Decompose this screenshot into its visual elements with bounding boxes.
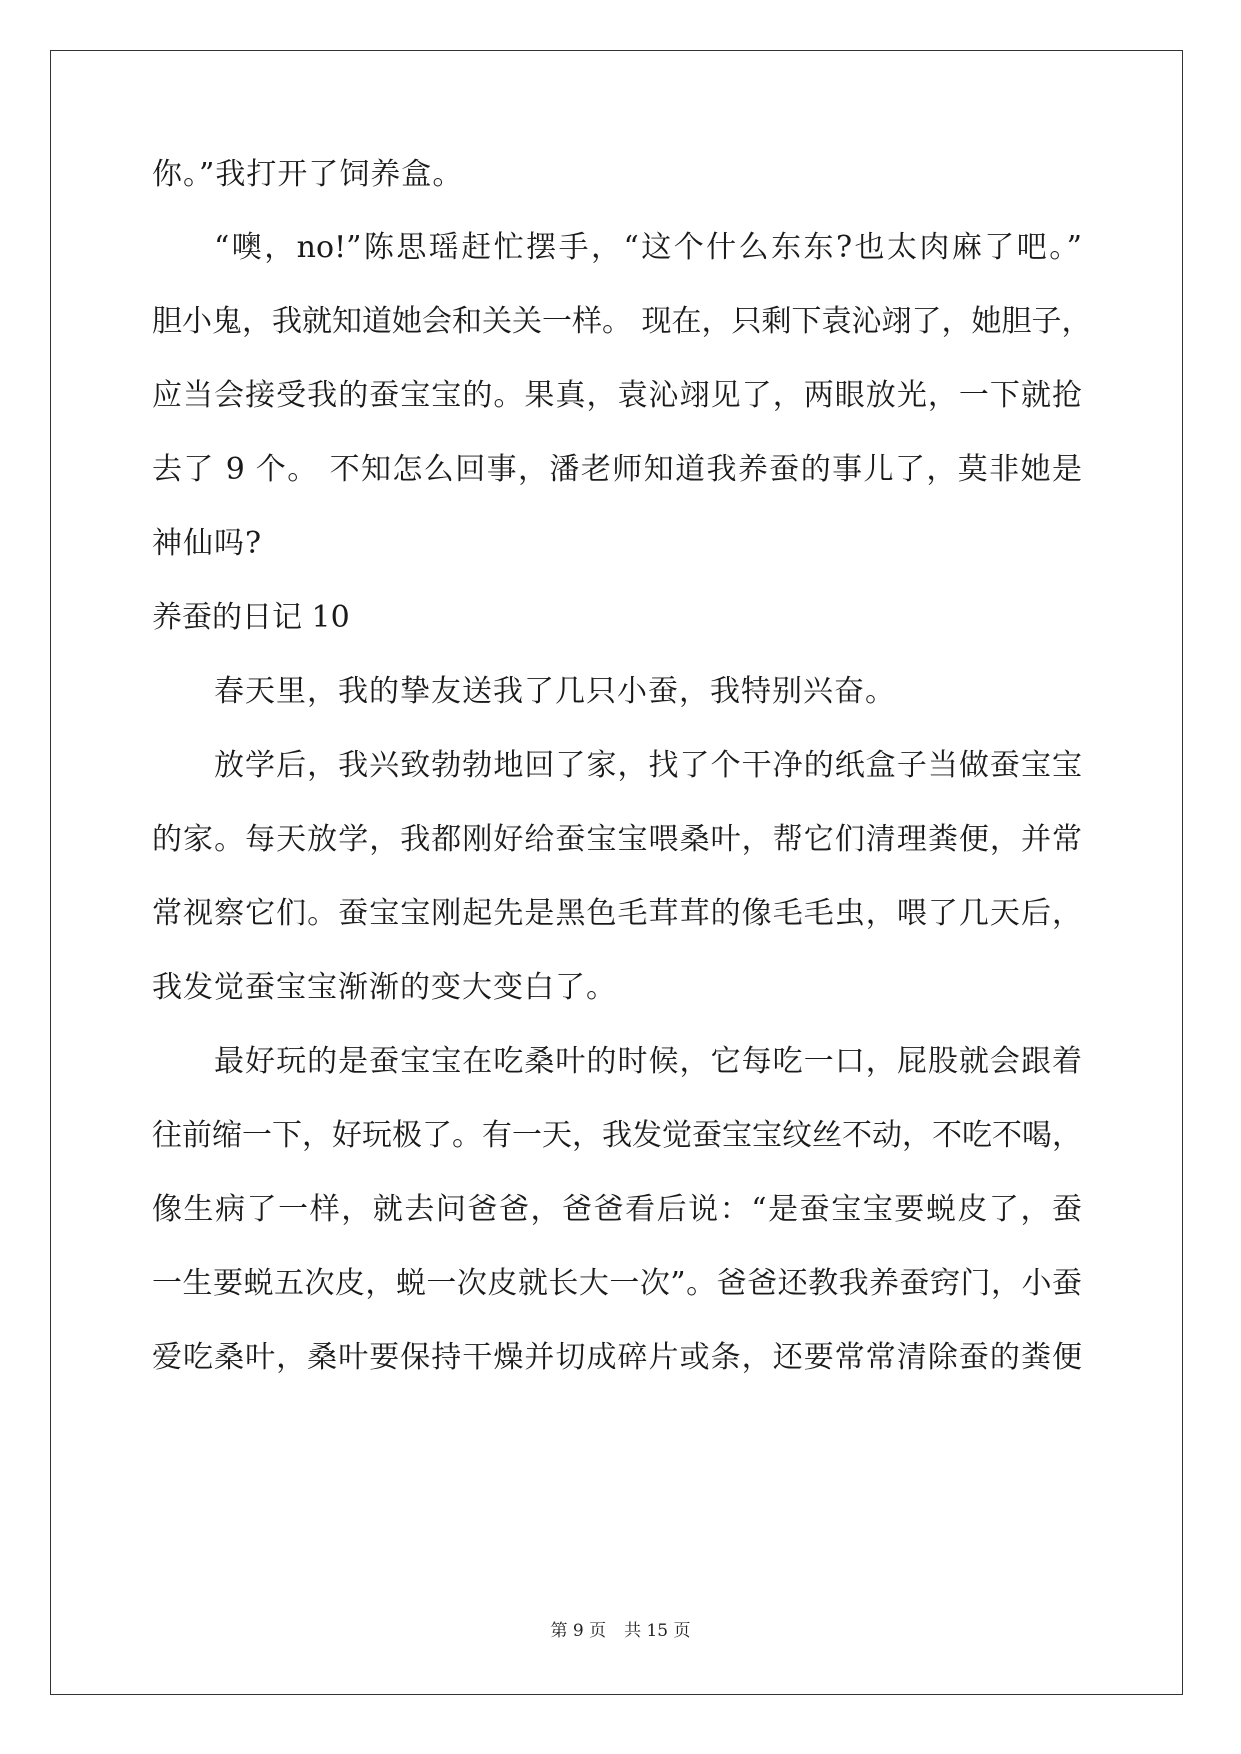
text-line: 一生要蜕五次皮，蜕一次皮就长大一次”。爸爸还教我养蚕窍门，小蚕: [152, 1266, 1082, 1301]
page-footer: [0, 1620, 1241, 1642]
text-line: 最好玩的是蚕宝宝在吃桑叶的时候，它每吃一口，屁股就会跟着: [214, 1044, 1082, 1079]
text-line: 神仙吗?: [152, 526, 263, 561]
text-line: 常视察它们。蚕宝宝刚起先是黑色毛茸茸的像毛毛虫，喂了几天后，: [152, 896, 1082, 931]
page-border: [50, 50, 1183, 1695]
text-line: 胆小鬼，我就知道她会和关关一样。 现在，只剩下袁沁翊了，她胆子，: [152, 304, 1092, 339]
total-pages-label: 共 15 页: [624, 1621, 691, 1641]
text-line: 去了 9 个。 不知怎么回事，潘老师知道我养蚕的事儿了，莫非她是: [152, 452, 1082, 487]
text-line: 往前缩一下，好玩极了。有一天，我发觉蚕宝宝纹丝不动，不吃不喝，: [152, 1118, 1082, 1153]
current-page-label: 第 9 页: [550, 1621, 607, 1641]
text-line: 春天里，我的挚友送我了几只小蚕，我特别兴奋。: [214, 674, 896, 709]
text-line: 的家。每天放学，我都刚好给蚕宝宝喂桑叶，帮它们清理粪便，并常: [152, 822, 1082, 857]
text-line: 像生病了一样，就去问爸爸，爸爸看后说：“是蚕宝宝要蜕皮了，蚕: [152, 1192, 1082, 1227]
text-line: 爱吃桑叶，桑叶要保持干燥并切成碎片或条，还要常常清除蚕的粪便: [152, 1340, 1082, 1375]
text-line: 应当会接受我的蚕宝宝的。果真，袁沁翊见了，两眼放光，一下就抢: [152, 378, 1082, 413]
text-line: 我发觉蚕宝宝渐渐的变大变白了。: [152, 970, 617, 1005]
text-line: 你。”我打开了饲养盒。: [152, 157, 464, 192]
text-line: 放学后，我兴致勃勃地回了家，找了个干净的纸盒子当做蚕宝宝: [214, 748, 1082, 783]
text-line: “噢，no!”陈思瑶赶忙摆手，“这个什么东东?也太肉麻了吧。”: [214, 230, 1082, 265]
section-heading: 养蚕的日记 10: [152, 600, 350, 635]
